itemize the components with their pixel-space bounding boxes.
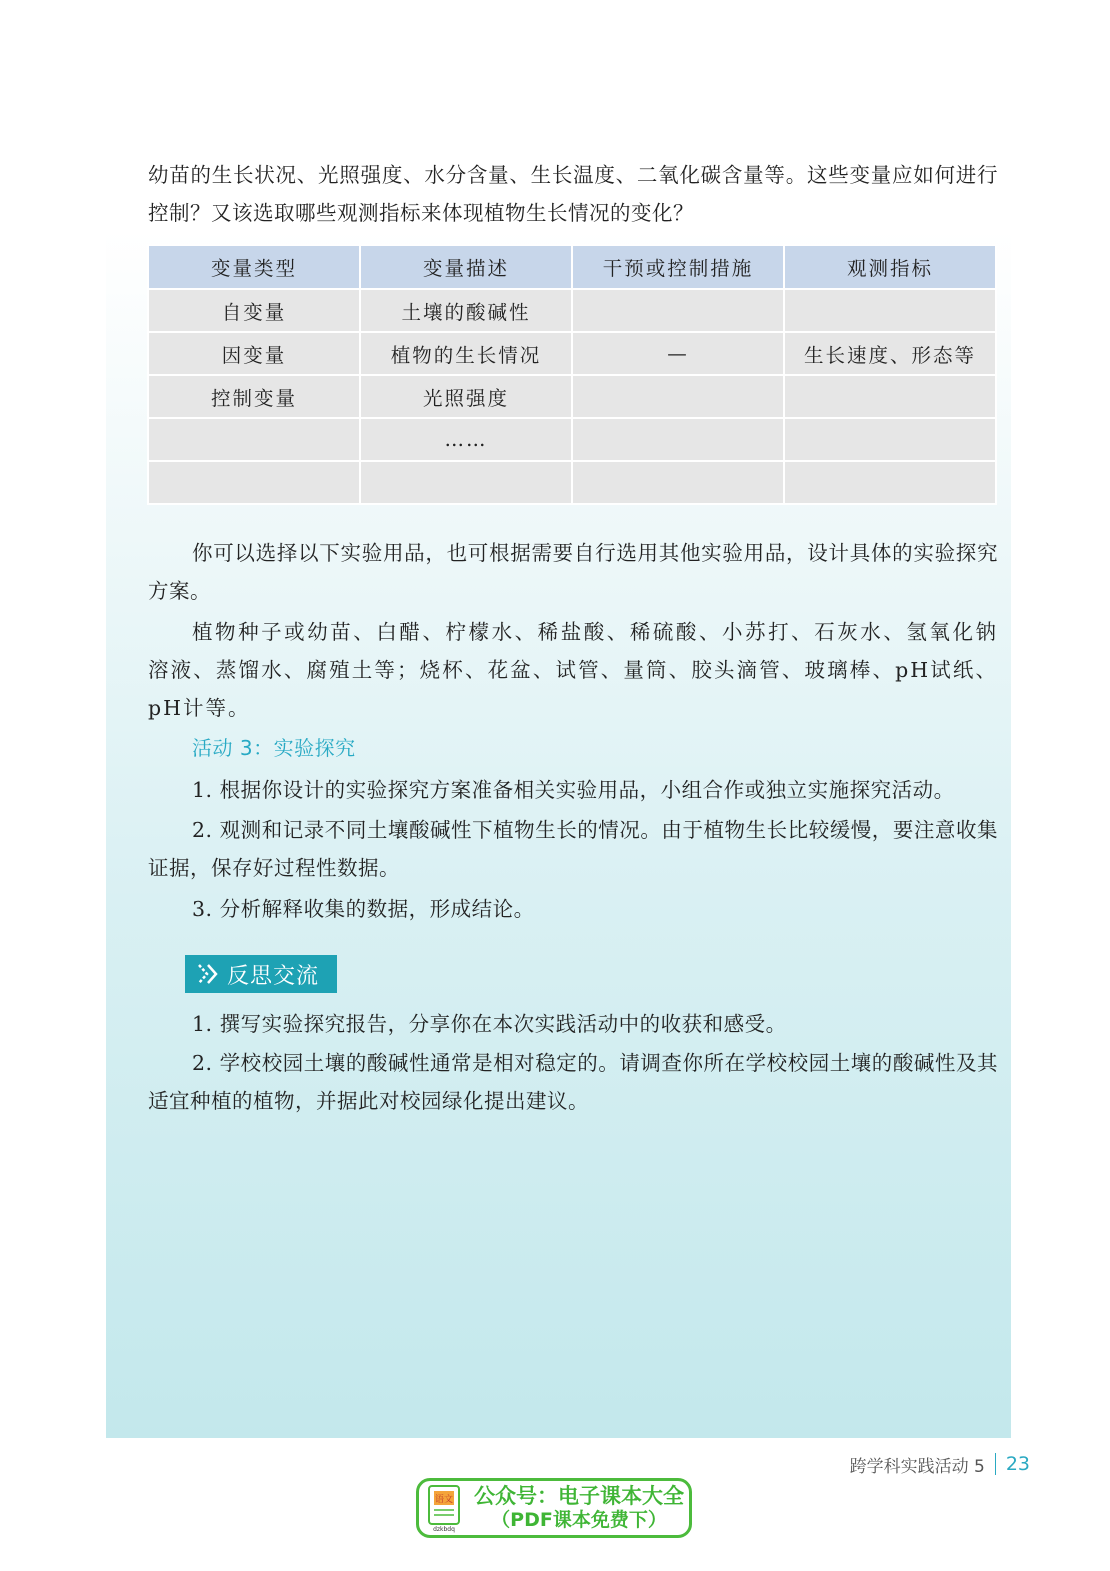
variables-table — [147, 244, 997, 505]
table-cell — [572, 289, 784, 332]
table-cell: 控制变量 — [148, 375, 360, 418]
watermark-line-2: （PDF课本免费下） — [491, 1509, 667, 1531]
activity-3-item: 3. 分析解释收集的数据，形成结论。 — [192, 897, 535, 921]
svg-text:dzkbdq: dzkbdq — [433, 1526, 455, 1533]
table-header-cell: 观测指标 — [784, 245, 996, 289]
table-cell — [148, 461, 360, 504]
activity-3-title: 活动 3：实验探究 — [192, 736, 356, 760]
table-cell: 光照强度 — [360, 375, 572, 418]
table-cell — [784, 289, 996, 332]
page-footer — [850, 1450, 1030, 1478]
svg-text:语文: 语文 — [434, 1495, 454, 1505]
table-header-cell: 变量类型 — [148, 245, 360, 289]
table-row — [148, 289, 996, 332]
table-cell — [784, 375, 996, 418]
reflection-item: 2. 学校校园土壤的酸碱性通常是相对稳定的。请调查你所在学校校园土壤的酸碱性及其适宜种植的植物，并据此对校园绿化提出建议。 — [148, 1051, 998, 1113]
footer-divider — [995, 1453, 996, 1475]
activity-3-item: 2. 观测和记录不同土壤酸碱性下植物生长的情况。由于植物生长比较缓慢，要注意收集证据，保存好过程性数据。 — [148, 818, 998, 880]
activity-3-item: 1. 根据你设计的实验探究方案准备相关实验用品，小组合作或独立实施探究活动。 — [192, 778, 955, 802]
table-cell: 土壤的酸碱性 — [360, 289, 572, 332]
table-cell: …… — [360, 418, 572, 461]
materials-intro-paragraph: 你可以选择以下实验用品，也可根据需要自行选用其他实验用品，设计具体的实验探究方案。 — [148, 541, 998, 603]
book-icon — [425, 1483, 469, 1533]
table-cell — [572, 461, 784, 504]
table-row — [148, 418, 996, 461]
table-cell: 植物的生长情况 — [360, 332, 572, 375]
table-cell — [148, 418, 360, 461]
table-header-cell: 干预或控制措施 — [572, 245, 784, 289]
watermark-line-1: 公众号：电子课本大全 — [474, 1484, 684, 1508]
watermark-badge — [416, 1478, 692, 1538]
double-chevron-icon — [195, 959, 225, 989]
table-cell: 生长速度、形态等 — [784, 332, 996, 375]
reflection-banner-label: 反思交流 — [227, 963, 320, 989]
table-cell — [572, 375, 784, 418]
materials-list-paragraph: 植物种子或幼苗、白醋、柠檬水、稀盐酸、稀硫酸、小苏打、石灰水、氢氧化钠溶液、蒸馏水、腐殖土等；烧杯、花盆、试管、量筒、胶头滴管、玻璃棒、pH试纸、pH计等。 — [148, 620, 998, 720]
reflection-item: 1. 撰写实验探究报告，分享你在本次实践活动中的收获和感受。 — [192, 1012, 787, 1036]
table-cell: 因变量 — [148, 332, 360, 375]
table-row — [148, 332, 996, 375]
intro-paragraph: 幼苗的生长状况、光照强度、水分含量、生长温度、二氧化碳含量等。这些变量应如何进行控制？又该选取哪些观测指标来体现植物生长情况的变化？ — [148, 163, 998, 225]
table-cell — [784, 461, 996, 504]
table-row — [148, 375, 996, 418]
reflection-section-banner — [185, 955, 337, 993]
page-number: 23 — [1005, 1453, 1030, 1475]
table-row — [148, 461, 996, 504]
table-header-cell: 变量描述 — [360, 245, 572, 289]
table-cell: — — [572, 332, 784, 375]
table-cell: 自变量 — [148, 289, 360, 332]
table-cell — [784, 418, 996, 461]
table-header-row — [148, 245, 996, 289]
table-cell — [360, 461, 572, 504]
footer-section-title: 跨学科实践活动 5 — [849, 1456, 985, 1477]
table-cell — [572, 418, 784, 461]
